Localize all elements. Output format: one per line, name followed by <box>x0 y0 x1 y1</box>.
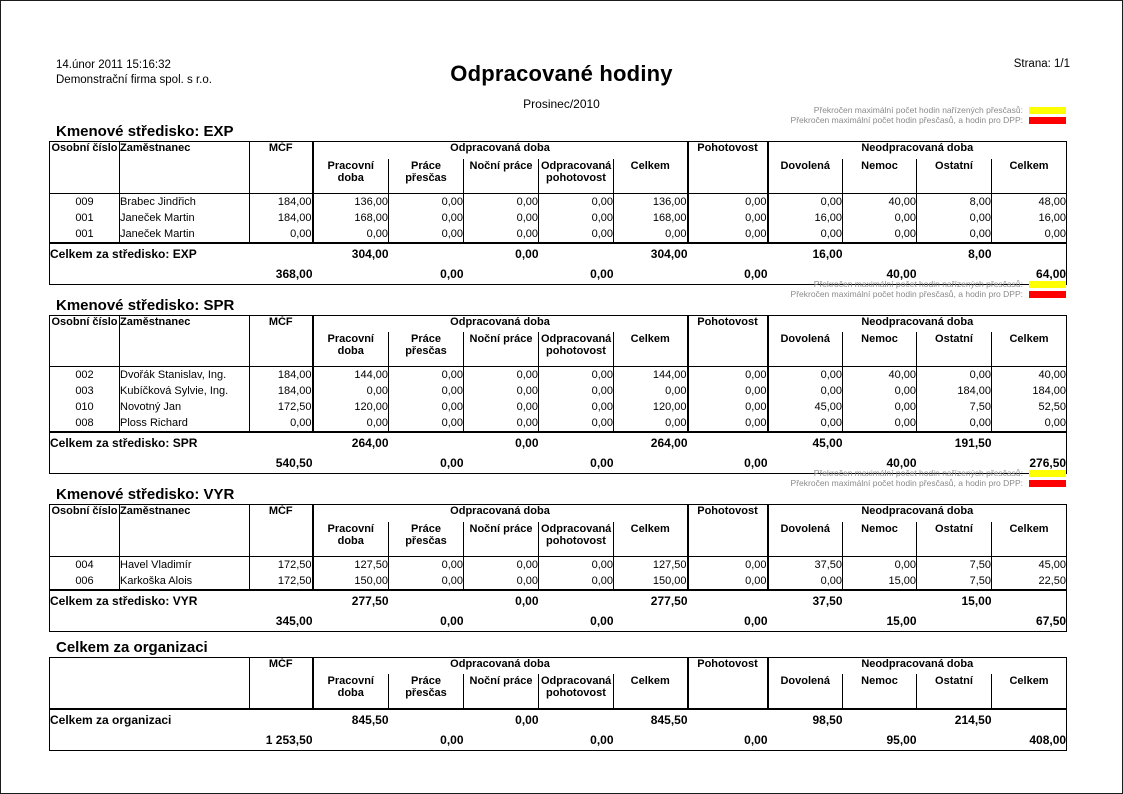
c-opoh: 0,00 <box>539 193 614 210</box>
company-name: Demonstrační firma spol. s r.o. <box>56 74 212 86</box>
c-ost: 8,00 <box>917 193 992 210</box>
col-dovolena: Dovolená <box>768 332 843 367</box>
c-dov: 45,00 <box>768 399 843 415</box>
c-ncel: 22,50 <box>992 573 1067 590</box>
section-total-row-1 <box>50 590 1067 611</box>
t-ost: 8,00 <box>917 243 992 264</box>
col-osobni-cislo: Osobní číslo <box>50 505 120 557</box>
employee-row <box>50 210 1067 226</box>
red-swatch <box>1029 291 1066 298</box>
t-opoh: 0,00 <box>590 613 614 628</box>
t-mcf: 345,00 <box>275 613 313 628</box>
c-ncel: 45,00 <box>992 556 1067 573</box>
organization-total-row-1 <box>50 709 1067 730</box>
col-group-odpracovana-doba: Odpracovaná doba <box>313 657 688 674</box>
t-ost: 191,50 <box>917 432 992 453</box>
legend-overtime-dpp <box>791 479 1066 488</box>
col-ostatni: Ostatní <box>917 522 992 557</box>
t-poh: 0,00 <box>744 266 768 281</box>
col-mcf: MČF <box>250 142 313 194</box>
c-dov: 0,00 <box>768 573 843 590</box>
c-dov: 37,50 <box>768 556 843 573</box>
t-ocel: 304,00 <box>614 243 688 264</box>
col-ostatni: Ostatní <box>917 159 992 194</box>
c-opoh: 0,00 <box>539 226 614 243</box>
c-id: 003 <box>75 385 94 397</box>
c-prac: 168,00 <box>313 210 389 226</box>
col-zamestnanec: Zaměstnanec <box>120 505 250 557</box>
section-title-spr: Kmenové středisko: SPR <box>56 296 235 314</box>
col-group-odpracovana-doba: Odpracovaná doba <box>313 142 688 159</box>
legend-text-overtime-dpp: Překročen maximální počet hodin přesčasů, a hodin pro DPP: <box>790 115 1023 125</box>
col-nemoc: Nemoc <box>843 674 917 709</box>
col-odpracovana-pohotovost: Odpracovaná pohotovost <box>539 159 614 194</box>
c-ost: 0,00 <box>917 226 992 243</box>
c-mcf: 0,00 <box>250 415 313 432</box>
c-pres: 0,00 <box>389 415 464 432</box>
employee-row <box>50 399 1067 415</box>
col-nocni-prace: Noční práce <box>464 159 539 194</box>
t-pres: 0,00 <box>440 266 464 281</box>
c-ocel: 0,00 <box>614 226 688 243</box>
section-total-row-1 <box>50 432 1067 453</box>
t-ocel: 264,00 <box>614 432 688 453</box>
col-zamestnanec: Zaměstnanec <box>120 142 250 194</box>
col-prace-prescas: Práce přesčas <box>389 332 464 367</box>
t-prac: 277,50 <box>313 590 389 611</box>
c-nem: 0,00 <box>843 210 917 226</box>
c-noc: 0,00 <box>464 415 539 432</box>
c-poh: 0,00 <box>688 193 768 210</box>
col-prace-prescas: Práce přesčas <box>389 674 464 709</box>
t-mcf: 368,00 <box>275 266 313 281</box>
col-pohotovost: Pohotovost <box>688 657 768 709</box>
col-neodpracovana-celkem: Celkem <box>992 522 1067 557</box>
t-dov: 37,50 <box>768 590 843 611</box>
section-head-vyr <box>49 468 1066 504</box>
c-ost: 0,00 <box>917 415 992 432</box>
c-prac: 0,00 <box>313 226 389 243</box>
c-id: 001 <box>75 227 94 240</box>
col-zamestnanec: Zaměstnanec <box>120 315 250 367</box>
report-datetime: 14.únor 2011 15:16:32 <box>56 59 171 71</box>
c-prac: 0,00 <box>313 415 389 432</box>
organization-total-row-2 <box>50 730 1067 751</box>
c-name: Brabec Jindřich <box>120 193 250 210</box>
overtime-legend <box>791 469 1066 489</box>
report-period: Prosinec/2010 <box>523 97 600 111</box>
c-poh: 0,00 <box>688 210 768 226</box>
c-ost: 0,00 <box>917 367 992 384</box>
report-header <box>1 1 1122 111</box>
c-noc: 0,00 <box>464 573 539 590</box>
legend-overtime-dpp <box>791 290 1066 299</box>
c-ncel: 48,00 <box>992 193 1067 210</box>
t-noc: 0,00 <box>464 590 539 611</box>
c-ost: 7,50 <box>917 556 992 573</box>
legend-text-ordered-overtime: Překročen maximální počet hodin nařízených přesčasů: <box>813 105 1023 115</box>
c-ocel: 144,00 <box>614 367 688 384</box>
c-name: Havel Vladimír <box>120 556 250 573</box>
c-poh: 0,00 <box>688 399 768 415</box>
col-pohotovost: Pohotovost <box>688 315 768 367</box>
c-poh: 0,00 <box>688 573 768 590</box>
col-neodpracovana-celkem: Celkem <box>992 332 1067 367</box>
c-id: 002 <box>75 369 94 381</box>
t-ncel: 276,50 <box>1029 456 1067 470</box>
c-ncel: 0,00 <box>992 415 1067 432</box>
c-mcf: 184,00 <box>250 193 313 210</box>
c-noc: 0,00 <box>464 556 539 573</box>
section-total-row-2 <box>50 611 1067 632</box>
col-nemoc: Nemoc <box>843 522 917 557</box>
c-pres: 0,00 <box>389 226 464 243</box>
section-head-exp <box>49 105 1066 141</box>
c-id: 010 <box>75 401 94 413</box>
c-opoh: 0,00 <box>539 573 614 590</box>
t-poh: 0,00 <box>744 456 768 470</box>
overtime-legend <box>791 280 1066 300</box>
c-mcf: 172,50 <box>250 556 313 573</box>
c-ocel: 0,00 <box>614 383 688 399</box>
col-pohotovost: Pohotovost <box>688 505 768 557</box>
t-nem: 40,00 <box>886 456 917 470</box>
col-odpracovana-celkem: Celkem <box>614 159 688 194</box>
section-total-label: Celkem za středisko: EXP <box>50 243 250 264</box>
section-title-organization: Celkem za organizaci <box>56 638 208 656</box>
col-dovolena: Dovolená <box>768 522 843 557</box>
t-nem: 40,00 <box>886 266 917 281</box>
t-opoh: 0,00 <box>590 733 614 747</box>
page-indicator: Strana: 1/1 <box>1013 58 1070 70</box>
t-ncel: 408,00 <box>1029 733 1067 747</box>
c-mcf: 0,00 <box>250 226 313 243</box>
t-prac: 304,00 <box>313 243 389 264</box>
c-noc: 0,00 <box>464 367 539 384</box>
c-nem: 0,00 <box>843 415 917 432</box>
t-nem: 95,00 <box>886 733 917 747</box>
c-id: 009 <box>75 195 94 208</box>
c-name: Janeček Martin <box>120 210 250 226</box>
section-head-spr <box>49 278 1066 315</box>
t-poh: 0,00 <box>744 733 768 747</box>
col-pracovni-doba: Pracovní doba <box>313 159 389 194</box>
overtime-legend <box>791 106 1066 126</box>
t-pres: 0,00 <box>440 613 464 628</box>
col-osobni-cislo: Osobní číslo <box>50 142 120 194</box>
c-pres: 0,00 <box>389 383 464 399</box>
yellow-swatch <box>1029 470 1066 477</box>
col-group-neodpracovana-doba: Neodpracovaná doba <box>768 315 1067 332</box>
col-ostatni: Ostatní <box>917 674 992 709</box>
c-mcf: 172,50 <box>250 399 313 415</box>
c-opoh: 0,00 <box>539 415 614 432</box>
c-name: Ploss Richard <box>120 415 250 432</box>
organization-total-label: Celkem za organizaci <box>50 709 250 730</box>
c-noc: 0,00 <box>464 193 539 210</box>
col-group-neodpracovana-doba: Neodpracovaná doba <box>768 657 1067 674</box>
c-name: Dvořák Stanislav, Ing. <box>120 367 250 384</box>
c-opoh: 0,00 <box>539 367 614 384</box>
c-name: Janeček Martin <box>120 226 250 243</box>
t-prac: 264,00 <box>313 432 389 453</box>
c-nem: 15,00 <box>843 573 917 590</box>
t-ocel: 845,50 <box>614 709 688 730</box>
c-mcf: 184,00 <box>250 210 313 226</box>
col-group-odpracovana-doba: Odpracovaná doba <box>313 315 688 332</box>
t-opoh: 0,00 <box>590 266 614 281</box>
col-nocni-prace: Noční práce <box>464 332 539 367</box>
c-pres: 0,00 <box>389 399 464 415</box>
timesheet-table-vyr <box>49 504 1067 632</box>
section-total-label: Celkem za středisko: VYR <box>50 590 250 611</box>
col-odpracovana-celkem: Celkem <box>614 674 688 709</box>
section-organization <box>49 635 1066 752</box>
col-odpracovana-celkem: Celkem <box>614 332 688 367</box>
red-swatch <box>1029 480 1066 487</box>
c-pres: 0,00 <box>389 367 464 384</box>
col-neodpracovana-celkem: Celkem <box>992 159 1067 194</box>
section-spr <box>49 278 1067 475</box>
section-exp <box>49 105 1067 285</box>
col-osobni-cislo: Osobní číslo <box>50 315 120 367</box>
c-id: 006 <box>75 574 94 587</box>
c-noc: 0,00 <box>464 226 539 243</box>
section-vyr <box>49 468 1067 632</box>
c-ocel: 150,00 <box>614 573 688 590</box>
c-pres: 0,00 <box>389 556 464 573</box>
col-pracovni-doba: Pracovní doba <box>313 332 389 367</box>
col-mcf: MČF <box>250 505 313 557</box>
col-odpracovana-pohotovost: Odpracovaná pohotovost <box>539 674 614 709</box>
col-prace-prescas: Práce přesčas <box>389 159 464 194</box>
t-opoh: 0,00 <box>590 456 614 470</box>
t-noc: 0,00 <box>464 243 539 264</box>
c-id: 004 <box>75 558 94 571</box>
employee-row <box>50 367 1067 384</box>
c-prac: 120,00 <box>313 399 389 415</box>
col-mcf: MČF <box>250 657 313 709</box>
t-ost: 15,00 <box>917 590 992 611</box>
c-poh: 0,00 <box>688 367 768 384</box>
c-mcf: 184,00 <box>250 367 313 384</box>
legend-text-overtime-dpp: Překročen maximální počet hodin přesčasů, a hodin pro DPP: <box>790 478 1023 488</box>
t-dov: 45,00 <box>768 432 843 453</box>
c-poh: 0,00 <box>688 556 768 573</box>
t-noc: 0,00 <box>464 432 539 453</box>
legend-overtime-dpp <box>791 116 1066 125</box>
t-ncel: 64,00 <box>1036 266 1067 281</box>
c-opoh: 0,00 <box>539 210 614 226</box>
c-poh: 0,00 <box>688 226 768 243</box>
c-ocel: 120,00 <box>614 399 688 415</box>
col-nemoc: Nemoc <box>843 159 917 194</box>
legend-text-ordered-overtime: Překročen maximální počet hodin nařízených přesčasů: <box>813 468 1023 478</box>
c-name: Novotný Jan <box>120 399 250 415</box>
c-noc: 0,00 <box>464 399 539 415</box>
employee-row <box>50 415 1067 432</box>
employee-row <box>50 226 1067 243</box>
section-title-vyr: Kmenové středisko: VYR <box>56 486 235 503</box>
c-ost: 7,50 <box>917 573 992 590</box>
red-swatch <box>1029 117 1066 124</box>
c-dov: 0,00 <box>768 367 843 384</box>
c-dov: 0,00 <box>768 383 843 399</box>
c-ocel: 136,00 <box>614 193 688 210</box>
c-ost: 7,50 <box>917 399 992 415</box>
employee-row <box>50 556 1067 573</box>
c-poh: 0,00 <box>688 415 768 432</box>
t-mcf: 540,50 <box>275 456 313 470</box>
c-nem: 40,00 <box>843 193 917 210</box>
c-ost: 184,00 <box>917 383 992 399</box>
t-pres: 0,00 <box>440 733 464 747</box>
blank-header-cell <box>50 657 250 709</box>
t-ost: 214,50 <box>917 709 992 730</box>
report-content <box>49 105 1067 751</box>
c-prac: 144,00 <box>313 367 389 384</box>
t-noc: 0,00 <box>464 709 539 730</box>
c-dov: 0,00 <box>768 193 843 210</box>
col-ostatni: Ostatní <box>917 332 992 367</box>
c-ost: 0,00 <box>917 210 992 226</box>
t-dov: 16,00 <box>768 243 843 264</box>
t-mcf: 1 253,50 <box>265 733 313 747</box>
c-opoh: 0,00 <box>539 399 614 415</box>
c-id: 008 <box>75 417 94 429</box>
c-name: Karkoška Alois <box>120 573 250 590</box>
col-nocni-prace: Noční práce <box>464 674 539 709</box>
col-pohotovost: Pohotovost <box>688 142 768 194</box>
t-dov: 98,50 <box>768 709 843 730</box>
legend-ordered-overtime <box>791 106 1066 115</box>
report-title: Odpracované hodiny <box>450 61 673 86</box>
section-head-organization <box>49 635 1066 657</box>
c-nem: 0,00 <box>843 556 917 573</box>
c-pres: 0,00 <box>389 210 464 226</box>
c-prac: 127,50 <box>313 556 389 573</box>
c-pres: 0,00 <box>389 573 464 590</box>
c-name: Kubíčková Sylvie, Ing. <box>120 383 250 399</box>
t-nem: 15,00 <box>886 613 917 628</box>
c-opoh: 0,00 <box>539 556 614 573</box>
employee-row <box>50 193 1067 210</box>
c-dov: 0,00 <box>768 415 843 432</box>
c-ncel: 52,50 <box>992 399 1067 415</box>
timesheet-table-spr <box>49 315 1067 475</box>
col-odpracovana-pohotovost: Odpracovaná pohotovost <box>539 332 614 367</box>
c-noc: 0,00 <box>464 383 539 399</box>
t-prac: 845,50 <box>313 709 389 730</box>
c-ncel: 184,00 <box>992 383 1067 399</box>
yellow-swatch <box>1029 107 1066 114</box>
col-prace-prescas: Práce přesčas <box>389 522 464 557</box>
c-ocel: 0,00 <box>614 415 688 432</box>
c-ocel: 168,00 <box>614 210 688 226</box>
col-nemoc: Nemoc <box>843 332 917 367</box>
c-dov: 16,00 <box>768 210 843 226</box>
c-ncel: 40,00 <box>992 367 1067 384</box>
c-opoh: 0,00 <box>539 383 614 399</box>
c-nem: 0,00 <box>843 383 917 399</box>
col-pracovni-doba: Pracovní doba <box>313 522 389 557</box>
c-ocel: 127,50 <box>614 556 688 573</box>
employee-row <box>50 383 1067 399</box>
section-total-label: Celkem za středisko: SPR <box>50 432 250 453</box>
timesheet-table-exp <box>49 141 1067 285</box>
c-nem: 0,00 <box>843 399 917 415</box>
col-odpracovana-celkem: Celkem <box>614 522 688 557</box>
legend-text-ordered-overtime: Překročen maximální počet hodin nařízených přesčasů: <box>813 278 1023 289</box>
c-pres: 0,00 <box>389 193 464 210</box>
c-dov: 0,00 <box>768 226 843 243</box>
col-group-odpracovana-doba: Odpracovaná doba <box>313 505 688 522</box>
legend-ordered-overtime <box>791 280 1066 289</box>
c-nem: 40,00 <box>843 367 917 384</box>
c-nem: 0,00 <box>843 226 917 243</box>
employee-row <box>50 573 1067 590</box>
c-poh: 0,00 <box>688 383 768 399</box>
legend-text-overtime-dpp: Překročen maximální počet hodin přesčasů, a hodin pro DPP: <box>790 288 1023 299</box>
col-neodpracovana-celkem: Celkem <box>992 674 1067 709</box>
col-pracovni-doba: Pracovní doba <box>313 674 389 709</box>
col-group-neodpracovana-doba: Neodpracovaná doba <box>768 142 1067 159</box>
c-noc: 0,00 <box>464 210 539 226</box>
yellow-swatch <box>1029 281 1066 288</box>
c-mcf: 172,50 <box>250 573 313 590</box>
t-poh: 0,00 <box>744 613 768 628</box>
t-pres: 0,00 <box>440 456 464 470</box>
col-group-neodpracovana-doba: Neodpracovaná doba <box>768 505 1067 522</box>
c-prac: 136,00 <box>313 193 389 210</box>
t-ncel: 67,50 <box>1036 613 1067 628</box>
c-prac: 150,00 <box>313 573 389 590</box>
t-ocel: 277,50 <box>614 590 688 611</box>
c-id: 001 <box>75 211 94 224</box>
col-dovolena: Dovolená <box>768 674 843 709</box>
section-total-row-1 <box>50 243 1067 264</box>
c-prac: 0,00 <box>313 383 389 399</box>
section-title-exp: Kmenové středisko: EXP <box>56 123 234 140</box>
col-nocni-prace: Noční práce <box>464 522 539 557</box>
legend-ordered-overtime <box>791 469 1066 478</box>
c-ncel: 16,00 <box>992 210 1067 226</box>
organization-total-table <box>49 657 1067 752</box>
c-ncel: 0,00 <box>992 226 1067 243</box>
c-mcf: 184,00 <box>250 383 313 399</box>
col-dovolena: Dovolená <box>768 159 843 194</box>
col-mcf: MČF <box>250 315 313 367</box>
col-odpracovana-pohotovost: Odpracovaná pohotovost <box>539 522 614 557</box>
